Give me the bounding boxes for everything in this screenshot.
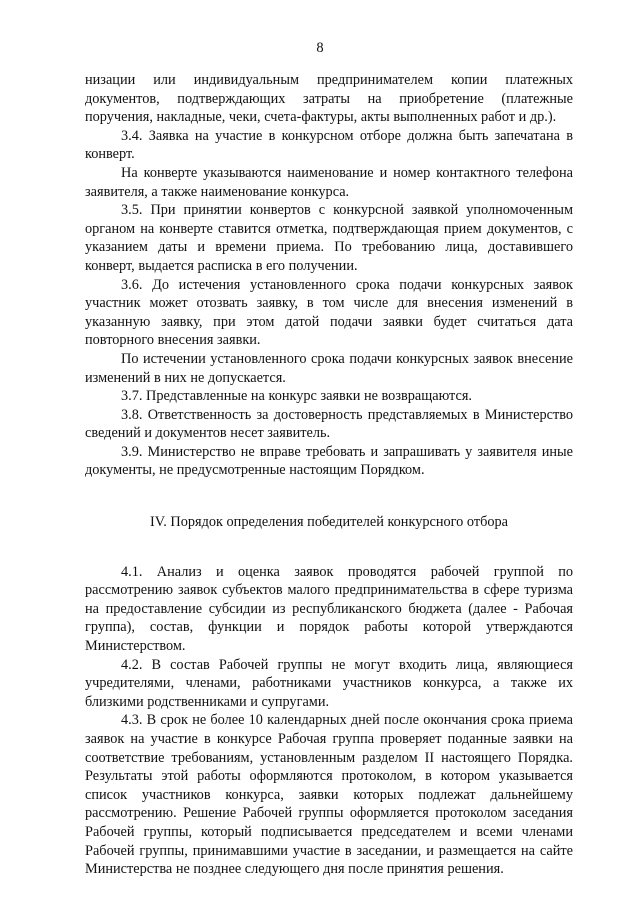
- paragraph-3-9: 3.9. Министерство не вправе требовать и запрашивать у заявителя иные документы, не предусмотренные настоящим Порядком.: [85, 443, 573, 479]
- paragraph-3-6: 3.6. До истечения установленного срока подачи конкурсных заявок участник может отозвать заявку, в том числе для внесения изменений в указанную заявку, при этом датой подачи заявки будет считаться дата повторного внесения заявки.: [85, 276, 573, 349]
- paragraph-3-8: 3.8. Ответственность за достоверность представляемых в Министерство сведений и документов несет заявитель.: [85, 406, 573, 442]
- paragraph: низации или индивидуальным предпринимателем копии платежных документов, подтверждающих затраты на приобретение (платежные поручения, накладные, чеки, счета-фактуры, акты выполненных работ и др.).: [85, 72, 573, 126]
- paragraph: По истечении установленного срока подачи конкурсных заявок внесение изменений в них не допускается.: [85, 350, 573, 386]
- section-heading: IV. Порядок определения победителей конкурсного отбора: [149, 514, 508, 531]
- paragraph-3-7: 3.7. Представленные на конкурс заявки не возвращаются.: [121, 388, 472, 405]
- paragraph-4-2: 4.2. В состав Рабочей группы не могут входить лица, являющиеся учредителями, членами, работниками участников конкурса, а также их близкими родственниками и супругами.: [85, 656, 573, 710]
- document-body: [85, 71, 573, 879]
- paragraph-4-1: 4.1. Анализ и оценка заявок проводятся рабочей группой по рассмотрению заявок субъектов малого предпринимательства в сфере туризма на предоставление субсидии из республиканского бюджета (далее - Рабочая группа), состав, функции и порядок работы которой утверждаются Министерством.: [85, 563, 573, 655]
- paragraph-3-4: 3.4. Заявка на участие в конкурсном отборе должна быть запечатана в конверт.: [85, 127, 573, 163]
- paragraph: На конверте указываются наименование и номер контактного телефона заявителя, а также наименование конкурса.: [85, 164, 573, 200]
- paragraph-3-5: 3.5. При принятии конвертов с конкурсной заявкой уполномоченным органом на конверте ставится отметка, подтверждающая прием документов, с указанием даты и времени приема. По требованию лица, доставившего конверт, выдается расписка в его получении.: [85, 202, 573, 274]
- page-number: 8: [316, 40, 324, 56]
- paragraph-4-3: 4.3. В срок не более 10 календарных дней после окончания срока приема заявок на участие в конкурсе Рабочая группа проверяет поданные заявки на соответствие требованиям, установленным разделом II настоящего Порядка. Результаты этой работы оформляются протоколом, в котором указывается список участников конкурса, заявки которых подлежат дальнейшему рассмотрению. Решение Рабочей группы оформляется протоколом заседания Рабочей группы, который подписывается председателем и всеми членами Рабочей группы, принимавшими участие в заседании, и размещается на сайте Министерства не позднее следующего дня после принятия решения.: [85, 712, 573, 878]
